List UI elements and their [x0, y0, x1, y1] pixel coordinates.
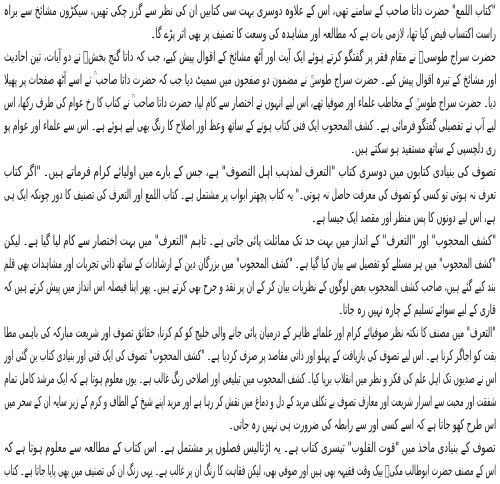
- line: [4, 46, 496, 69]
- line: [4, 161, 496, 184]
- text-line: بند کیے گئے ہیں، صاحب کشف المحجوب بعض لوگوں کے نظریات بیان کر کے ان پر نقد و جرح بھی کرتے ہیں۔ پھر اپنا فیصلہ اس انداز میں پیش کرتے ہیں کہ: [4, 279, 496, 295]
- line: [4, 368, 496, 391]
- text-line: اور مشائخ کے تیرہ اقوال پیش کیے۔ حضرت سراج طوسیؒ نے مضمون دو صفحوں میں سمیٹ دیا جب کہ حضرت داتا صاحب ؒ نے اسے آٹھ صفحات پر پھیلا: [4, 72, 496, 88]
- line: [4, 23, 496, 46]
- text-line: "کتاب اللمع" حضرت داتا صاحب کے سامنے تھی، اس کے علاوہ دوسری بہت سی کتابیں ان کی نظر سے گزر چکی تھیں، سیکڑوں مشائخ سے براہ: [4, 3, 496, 19]
- text-line: تصوف کے بنیادی ماخذ میں "قوت القلوب" تیسری کتاب ہے۔ یہ اڑتالیس فصلوں پر مشتمل ہے۔ اس کتاب کے مطالعہ سے معلوم ہوتا ہے کہ: [4, 440, 496, 456]
- line: [4, 0, 496, 23]
- text-line: "کشف المحجوب" میں ہر مسئلے کو تفصیل سے بیان کیا گیا ہے۔ "کشف المحجوب" میں بزرگان دین کے ارشادات کے ساتھ ذاتی تجربات اور مشاہدات بھی قلم: [4, 256, 496, 272]
- text-line: تعرف نہ ہوتی تو کسی کو تصوف کی معرفت حاصل نہ ہوتی۔" یہ کتاب پچھتر ابواب پر مشتمل ہے۔ کتاب اللمع اور التعرف کی تصنیف کا دور چونکہ ایک ہی: [4, 187, 496, 203]
- line: [4, 69, 496, 92]
- line: [4, 414, 496, 437]
- line: [4, 391, 496, 414]
- text-line: ری دلچسپی کے ساتھ مستفید ہو سکتے ہیں۔: [350, 141, 496, 157]
- line: [4, 92, 496, 115]
- text-line: قاری کے لیے سوائے تسلیم کے چارہ نہیں رہ جاتا۔: [338, 302, 496, 318]
- line: [4, 230, 496, 253]
- text-line: شفقت اور محبت سے اسرار شریعت اور معارف تصوف بے تکلف مرید کے دل و دماغ میں نقش کر رہا ہے اور مرید اپنے شیخ کے الطاف و کرم کے زیر سایہ ان کے سحر میں: [4, 394, 496, 410]
- text-line: اس نے صدیوں تک اہل علم کی فکر و نظر میں انقلاب برپا کیا۔ کشف المحجوب میں تبلیغی اور اصلاحی رنگ غالب ہے۔ یوں معلوم ہوتا ہے کہ ایک مرشد کامل تمام: [4, 371, 496, 387]
- text-line: راست اکتساب فیض کیا تھا، لازمی بات ہے کہ مطالعہ اور مشاہدہ کی وسعت کا تصنیف پر بھی اثر پڑے گا۔: [150, 26, 496, 42]
- text-line: حضرت سراج طوسیؒ نے مقام فقر پر گفتگو کرتے ہوئے ایک آیت اور آٹھ مشائخ کے اقوال پیش کیے، جب کہ داتا گنج بخشؒ نے دو آیات، تین احادیث: [4, 49, 496, 65]
- line: [4, 299, 496, 322]
- text-line: لیے آپ نے تفصیلی گفتگو فرمائی ہے۔ کشف المحجوب ایک فنی کتاب ہونے کے ساتھ وعظ اور اصلاح کا رنگ بھی لیے ہوئے ہے۔ اس سے علماء اور عوام پو: [4, 118, 496, 134]
- text-line: اس کے مصنف حضرت ابوطالب مکیؒ بیک وقت فقیہہ بھی ہیں اور صوفی بھی، لیکن فقاہت کا رنگ ان پر غالب ہے۔ یہی رنگ ان کی تصنیف میں بھی پایا جاتا ہے۔ کتاب: [4, 463, 496, 479]
- line: [4, 253, 496, 276]
- paragraph: [0, 0, 500, 46]
- text-line: "التعرف" میں مصنف کا نکتہ نظر صوفیائے کرام اور علمائے ظاہر کے درمیان پائی جانے والی خلیج کو کم کرنا، حقائق تصوف اور شریعت مبارکہ کی باہمی مطا: [4, 325, 496, 341]
- paragraph: [0, 437, 500, 483]
- line: [4, 276, 496, 299]
- text-line: "کشف المحجوب" اور "التعرف" کے انداز میں بہت حد تک مماثلت پائی جاتی ہے۔ تاہم "التعرف" میں بہت اختصار سے کام لیا گیا ہے۔ لیکن: [4, 233, 496, 249]
- text-line: ہے، اس لیے دونوں کا پس منظر اور مقصد ایک جیسا ہے۔: [312, 210, 496, 226]
- line: [4, 460, 496, 483]
- text-line: اس طرح کھو جاتا ہے کہ اسے کسی اور سے رابطہ کی ضرورت ہی نہیں رہ جاتی۔: [228, 417, 496, 433]
- paragraph: [0, 46, 500, 161]
- line: [4, 345, 496, 368]
- text-line: تصوف کی بنیادی کتابوں میں دوسری کتاب "التعرف لمذہب اہل التصوف" ہے، جس کے بارے میں اولیائے کرام فرماتے ہیں۔ "اگر کتاب: [4, 164, 496, 180]
- line: [4, 322, 496, 345]
- text-line: بقت کو اجاگر کرنا ہے۔ اس لیے تصوف کی بازیافت کے پہلو اور ذاتی مقاصد پر صرف کردیا ہے۔ "کشف المحجوب" تصوف کی ایک فنی اور بنیادی کتاب بن گئی اور: [4, 348, 496, 364]
- line: [4, 138, 496, 161]
- line: [4, 115, 496, 138]
- line: [4, 184, 496, 207]
- line: [4, 207, 496, 230]
- paragraph: [0, 322, 500, 437]
- line: [4, 437, 496, 460]
- text-line: دیا۔ حضرت سراج طوسیؒ کے مخاطب علماء اور صوفیا تھے، اس لیے انہوں نے اختصار سے کام لیا، حضرت داتا صاحب ؒ نے کتاب کا رخ عوام کی طرف رکھا، اس: [4, 95, 496, 111]
- paragraph: [0, 161, 500, 230]
- paragraph: [0, 230, 500, 322]
